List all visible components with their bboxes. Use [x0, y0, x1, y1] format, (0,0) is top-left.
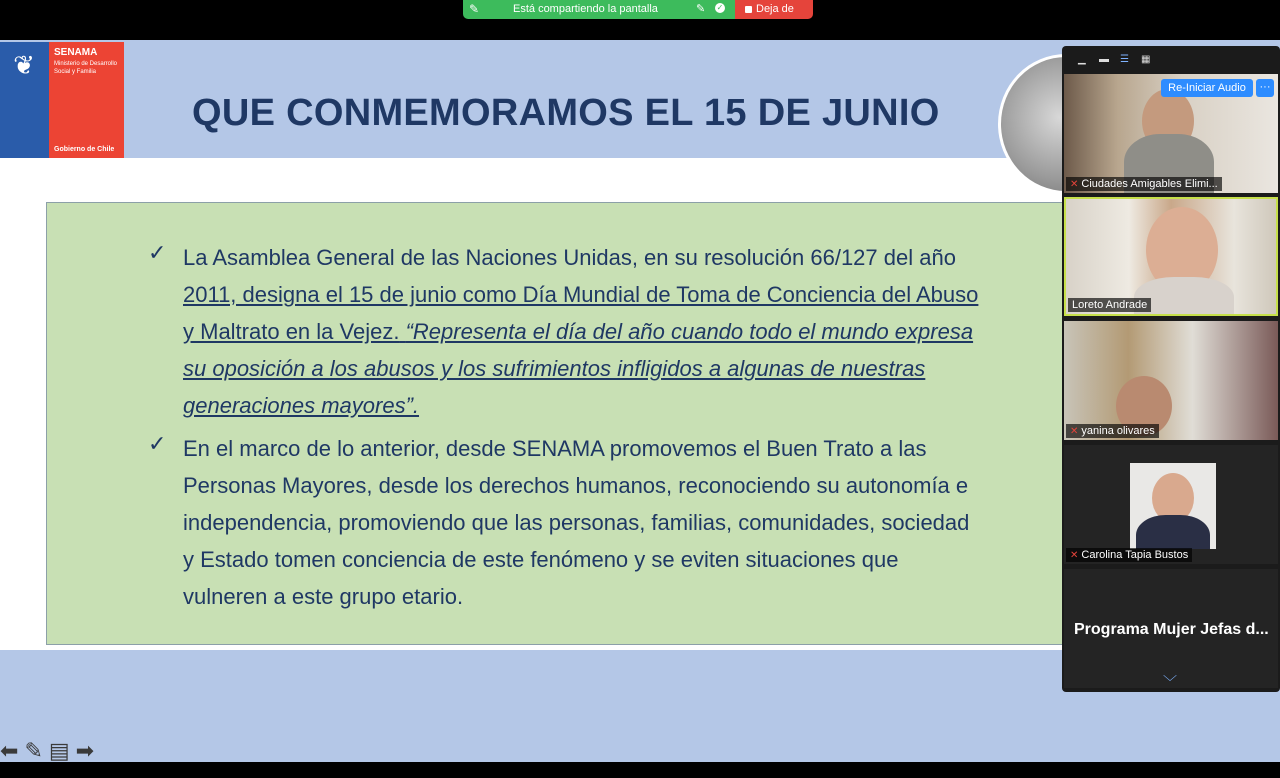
stop-icon [745, 6, 752, 13]
participant-tile[interactable] [1064, 569, 1278, 688]
share-status[interactable] [463, 0, 735, 19]
stop-share-label: Deja de [756, 3, 794, 15]
paragraph-2 [183, 430, 1063, 615]
p2-line: Personas Mayores, desde los derechos humanos, reconociendo su autonomía e [183, 473, 969, 498]
p1-line: generaciones mayores”. [183, 393, 420, 418]
participant-name-large: Programa Mujer Jefas d... [1074, 621, 1269, 638]
participant-name: ✕ Ciudades Amigables Elimi... [1066, 177, 1222, 191]
check-bullet-icon: ✓ [148, 240, 167, 265]
senama-logo [49, 42, 124, 158]
muted-mic-icon: ✕ [1070, 550, 1079, 561]
more-options-button[interactable]: ··· [1256, 79, 1274, 97]
participant-name: ✕ Carolina Tapia Bustos [1066, 548, 1192, 562]
restart-audio-button[interactable]: Re-Iniciar Audio [1161, 79, 1253, 97]
p1-line: y Maltrato en la Vejez. [183, 319, 400, 344]
pen-icon[interactable]: ✎ [24, 738, 43, 762]
p1-line-mixed [183, 313, 1063, 350]
share-screen-icon: ✎ [469, 2, 480, 16]
screen-share-bar [463, 0, 813, 19]
slide-title: QUE CONMEMORAMOS EL 15 DE JUNIO [192, 92, 940, 134]
p1-line: 2011, designa el 15 de junio como Día Mundial de Toma de Conciencia del Abuso [183, 282, 979, 307]
speaker-view-icon[interactable]: ☰ [1120, 54, 1129, 65]
p1-line: su oposición a los abusos y los sufrimientos infligidos a algunas de nuestras [183, 356, 926, 381]
mic-icon[interactable]: ✎ [696, 3, 706, 15]
p2-line: independencia, promoviendo que las personas, familias, comunidades, sociedad [183, 510, 970, 535]
stop-share-button[interactable] [735, 0, 813, 19]
logo-org: SENAMA [54, 47, 98, 58]
minimize-icon[interactable]: ▁ [1078, 54, 1086, 65]
previous-arrow-icon[interactable]: ⬅ [0, 738, 19, 762]
p2-line: vulneren a este grupo etario. [183, 584, 464, 609]
p1-line: La Asamblea General de las Naciones Unidas, en su resolución 66/127 del año [183, 245, 956, 270]
muted-mic-icon: ✕ [1070, 426, 1079, 437]
participant-tile-active[interactable] [1064, 197, 1278, 316]
share-status-label: Está compartiendo la pantalla [513, 3, 658, 15]
logo-government: Gobierno de Chile [54, 146, 115, 153]
menu-icon[interactable]: ▤ [48, 738, 70, 762]
logo-ministry: Ministerio de Desarrollo Social y Familia [54, 61, 118, 75]
security-shield-icon[interactable]: ✓ [716, 3, 724, 12]
panel-toolbar [1062, 46, 1280, 73]
logo-blue-block [0, 42, 49, 158]
paragraph-1 [183, 239, 1063, 424]
gallery-view-icon[interactable]: ▦ [1141, 54, 1151, 65]
p1-quote-start: “Representa el día del año cuando todo el mundo expresa [405, 319, 974, 344]
p2-line: y Estado tomen conciencia de este fenómeno y se eviten situaciones que [183, 547, 899, 572]
check-bullet-icon: ✓ [148, 431, 167, 456]
scroll-down-chevron-icon[interactable]: ﹀ [1163, 674, 1177, 690]
muted-mic-icon: ✕ [1070, 179, 1079, 190]
participant-name: Loreto Andrade [1068, 298, 1151, 312]
slideshow-toolbar [0, 738, 95, 762]
participant-photo [1130, 463, 1216, 549]
chile-crest-icon: ❦ [13, 50, 35, 80]
thumbnail-view-icon[interactable]: ▬ [1099, 54, 1109, 65]
next-arrow-icon[interactable]: ➡ [75, 738, 95, 762]
participants-panel [1062, 46, 1280, 692]
participant-tile[interactable] [1064, 321, 1278, 440]
p2-line: En el marco de lo anterior, desde SENAMA promovemos el Buen Trato a las [183, 436, 927, 461]
participant-name: ✕ yanina olivares [1066, 424, 1159, 438]
participant-tile[interactable] [1064, 445, 1278, 564]
